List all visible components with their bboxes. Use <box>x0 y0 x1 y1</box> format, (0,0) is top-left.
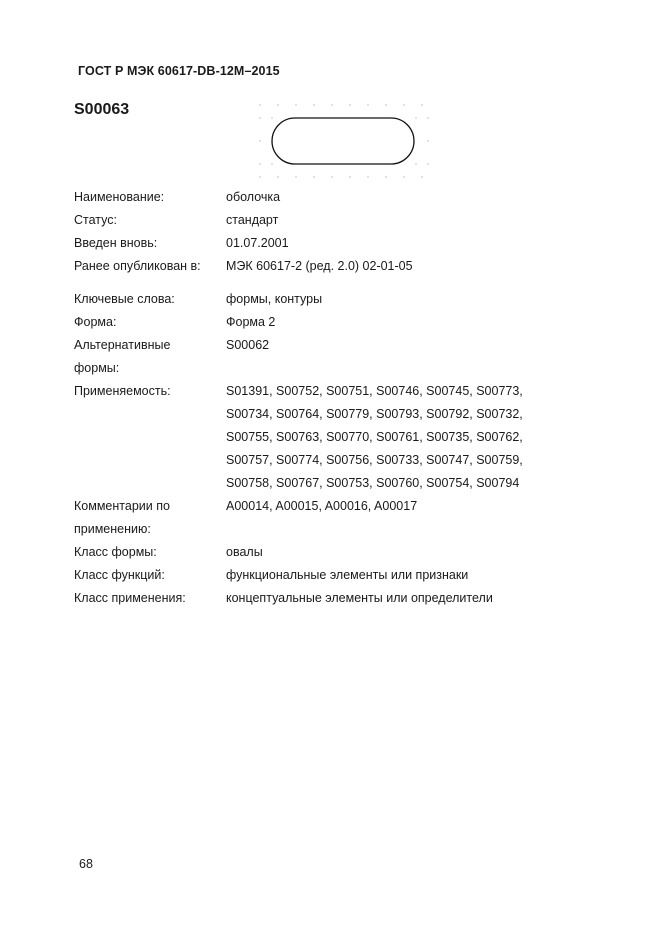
field-label: Введен вновь: <box>74 236 158 250</box>
symbol-code: S00063 <box>74 101 130 118</box>
field-row-usage-comments <box>74 495 594 541</box>
field-label-line: Альтернативные <box>74 338 171 352</box>
field-row-previously-published <box>74 255 594 278</box>
field-value: 01.07.2001 <box>226 236 289 250</box>
applicability-line: S00734, S00764, S00779, S00793, S00792, S00732, <box>226 407 523 421</box>
field-row-form <box>74 311 594 334</box>
field-row-status <box>74 209 594 232</box>
field-value: оболочка <box>226 190 281 204</box>
field-value-list <box>226 380 594 495</box>
dot-grid <box>259 104 428 177</box>
symbol-attributes <box>74 186 594 610</box>
spacer <box>74 278 594 288</box>
field-label <box>74 495 226 541</box>
field-label: Класс формы: <box>74 545 157 559</box>
field-label: Наименование: <box>74 190 165 204</box>
field-label-line: Комментарии по <box>74 499 170 513</box>
field-value: стандарт <box>226 213 279 227</box>
field-row-alternative-forms <box>74 334 594 380</box>
field-label: Класс применения: <box>74 591 186 605</box>
field-label: Статус: <box>74 213 117 227</box>
field-row-application-class <box>74 587 594 610</box>
field-label: Класс функций: <box>74 568 165 582</box>
field-row-keywords <box>74 288 594 311</box>
document-header: ГОСТ Р МЭК 60617-DB-12М–2015 <box>78 64 280 78</box>
field-value: концептуальные элементы или определители <box>226 591 493 605</box>
stadium-shape-icon <box>254 100 434 182</box>
field-label: Ранее опубликован в: <box>74 259 201 273</box>
field-value: S00062 <box>226 338 270 352</box>
field-label: Ключевые слова: <box>74 292 175 306</box>
field-label: Форма: <box>74 315 117 329</box>
field-row-introduced <box>74 232 594 255</box>
field-label-line: применению: <box>74 522 151 536</box>
applicability-line: S01391, S00752, S00751, S00746, S00745, S00773, <box>226 384 523 398</box>
field-label-line: формы: <box>74 361 120 375</box>
field-value: A00014, A00015, A00016, A00017 <box>226 499 418 513</box>
page-number: 68 <box>79 857 93 871</box>
field-row-name <box>74 186 594 209</box>
field-value: МЭК 60617-2 (ред. 2.0) 02-01-05 <box>226 259 413 273</box>
applicability-line: S00758, S00767, S00753, S00760, S00754, S00794 <box>226 476 520 490</box>
field-value: овалы <box>226 545 263 559</box>
field-label <box>74 334 226 380</box>
applicability-line: S00755, S00763, S00770, S00761, S00735, S00762, <box>226 430 523 444</box>
field-value: формы, контуры <box>226 292 323 306</box>
applicability-line: S00757, S00774, S00756, S00733, S00747, S00759, <box>226 453 523 467</box>
field-label: Применяемость: <box>74 384 171 398</box>
field-row-applicability <box>74 380 594 495</box>
symbol-figure <box>254 100 434 182</box>
field-value: Форма 2 <box>226 315 276 329</box>
field-row-shape-class <box>74 541 594 564</box>
field-row-function-class <box>74 564 594 587</box>
field-value: функциональные элементы или признаки <box>226 568 469 582</box>
